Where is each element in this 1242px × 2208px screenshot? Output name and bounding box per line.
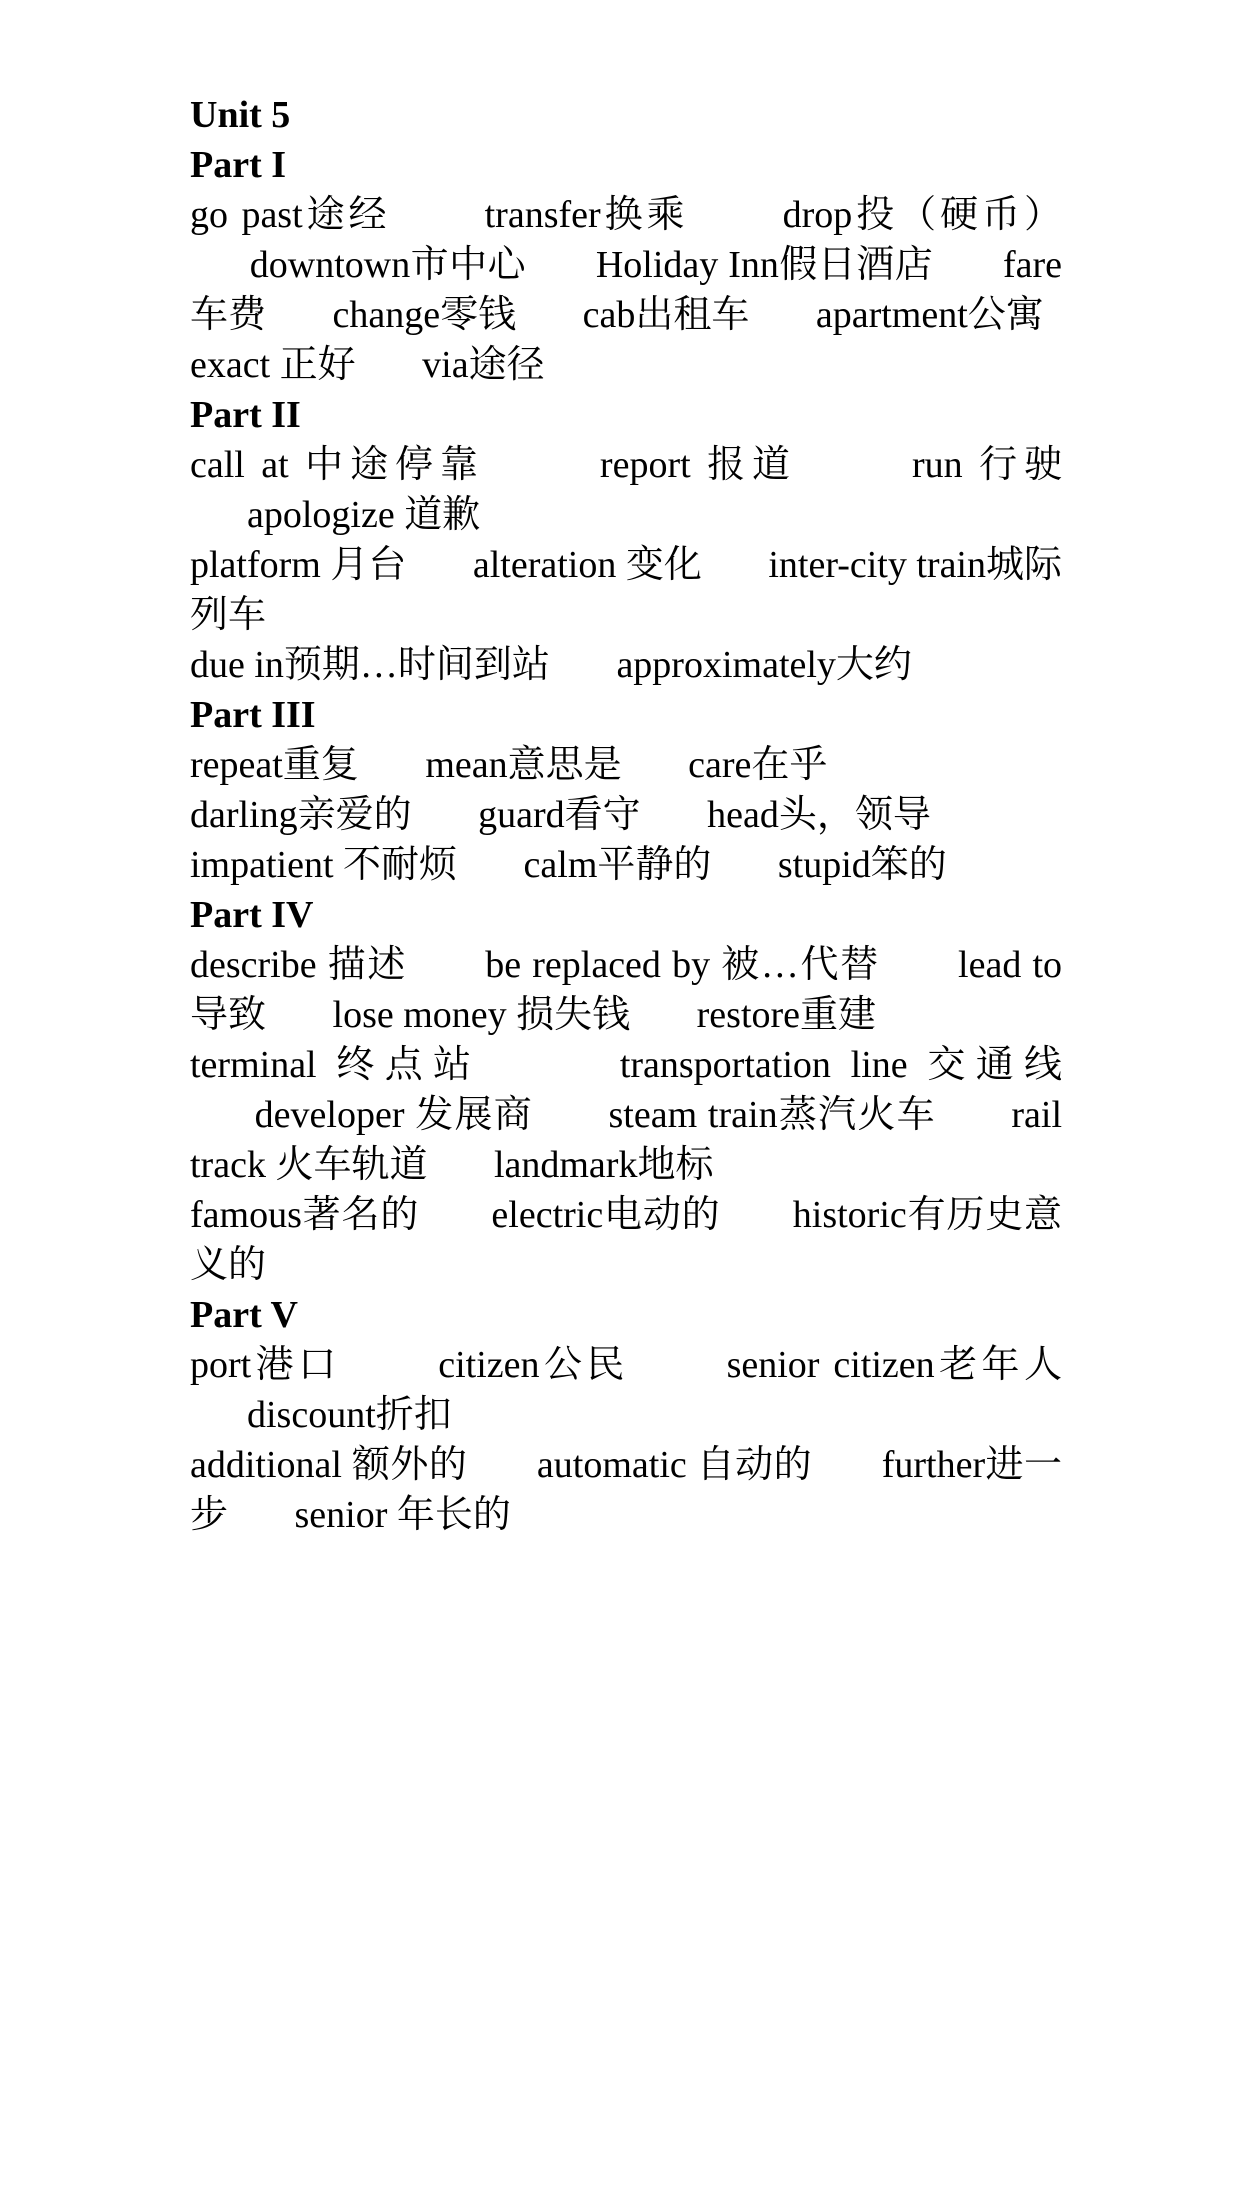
vocab-entry: downtown市中心 xyxy=(249,244,527,286)
vocab-entry: transfer换乘 xyxy=(484,194,689,236)
vocab-paragraph xyxy=(190,640,1062,690)
vocab-paragraph xyxy=(190,1040,1062,1190)
vocab-entry: developer 发展商 xyxy=(254,1094,534,1136)
part-heading: Part III xyxy=(190,694,316,736)
vocab-paragraph xyxy=(190,190,1062,340)
vocab-entry: impatient 不耐烦 xyxy=(190,844,458,886)
vocab-entry: care在乎 xyxy=(688,744,828,786)
vocab-entry: steam train蒸汽火车 xyxy=(608,1094,936,1136)
vocab-paragraph xyxy=(190,1190,1062,1290)
vocab-paragraph xyxy=(190,790,1062,840)
document-page xyxy=(190,90,1062,1540)
vocab-paragraph xyxy=(190,540,1062,640)
vocab-entry: cab出租车 xyxy=(582,294,750,336)
vocab-entry: be replaced by 被…代替 xyxy=(485,944,880,986)
vocab-paragraph xyxy=(190,1340,1062,1440)
vocab-paragraph xyxy=(190,440,1062,540)
vocab-entry: calm平静的 xyxy=(523,844,712,886)
vocab-paragraph xyxy=(190,940,1062,1040)
vocab-entry: citizen公民 xyxy=(438,1344,629,1386)
vocab-entry: call at 中途停靠 xyxy=(190,444,485,486)
part-2 xyxy=(190,390,1062,690)
vocab-entry: drop投（硬币） xyxy=(782,194,1063,236)
vocab-entry: platform 月台 xyxy=(190,544,407,586)
vocab-entry: fare车费 xyxy=(190,244,1063,336)
part-4 xyxy=(190,890,1062,1290)
vocab-entry: landmark地标 xyxy=(493,1144,714,1186)
part-heading: Part V xyxy=(190,1294,298,1336)
vocab-entry: Holiday Inn假日酒店 xyxy=(595,244,934,286)
vocab-entry: further进一步 xyxy=(190,1444,1063,1536)
vocab-entry: apartment公寓 xyxy=(815,294,1044,336)
vocab-entry: mean意思是 xyxy=(425,744,622,786)
vocab-entry: transportation line 交通线 xyxy=(619,1044,1063,1086)
vocab-entry: electric电动的 xyxy=(491,1194,721,1236)
vocab-entry: alteration 变化 xyxy=(472,544,702,586)
vocab-entry: rail track 火车轨道 xyxy=(190,1094,1063,1186)
vocab-entry: historic有历史意义的 xyxy=(190,1194,1063,1286)
vocab-entry: discount折扣 xyxy=(247,1394,452,1436)
vocab-entry: approximately大约 xyxy=(616,644,912,686)
vocab-entry: port港口 xyxy=(190,1344,341,1386)
unit-title: Unit 5 xyxy=(190,94,291,136)
vocab-entry: lose money 损失钱 xyxy=(332,994,631,1036)
vocab-entry: stupid笨的 xyxy=(777,844,947,886)
part-heading: Part II xyxy=(190,394,301,436)
vocab-paragraph xyxy=(190,840,1062,890)
vocab-entry: inter-city train城际列车 xyxy=(190,544,1062,636)
vocab-paragraph xyxy=(190,1440,1062,1540)
vocab-entry: guard看守 xyxy=(478,794,641,836)
vocab-entry: darling亲爱的 xyxy=(190,794,412,836)
part-heading: Part I xyxy=(190,144,287,186)
part-3 xyxy=(190,690,1062,890)
vocab-paragraph xyxy=(190,340,1062,390)
vocab-entry: apologize 道歉 xyxy=(247,494,481,536)
vocab-entry: change零钱 xyxy=(332,294,517,336)
vocab-entry: senior citizen老年人 xyxy=(726,1344,1063,1386)
part-heading: Part IV xyxy=(190,894,314,936)
vocab-entry: run 行驶 xyxy=(912,444,1063,486)
vocab-entry: terminal 终点站 xyxy=(190,1044,482,1086)
vocab-entry: via途径 xyxy=(422,344,545,386)
vocab-entry: automatic 自动的 xyxy=(536,1444,813,1486)
vocab-entry: head头，领导 xyxy=(707,794,931,836)
part-5 xyxy=(190,1290,1062,1540)
vocab-entry: famous著名的 xyxy=(190,1194,420,1236)
part-1 xyxy=(190,140,1062,390)
vocab-entry: repeat重复 xyxy=(190,744,359,786)
vocab-entry: additional 额外的 xyxy=(190,1444,468,1486)
vocab-paragraph xyxy=(190,740,1062,790)
vocab-entry: exact 正好 xyxy=(190,344,356,386)
vocab-entry: senior 年长的 xyxy=(294,1494,511,1536)
vocab-entry: lead to 导致 xyxy=(190,944,1063,1036)
vocab-entry: report 报道 xyxy=(599,444,797,486)
vocab-entry: due in预期…时间到站 xyxy=(190,644,550,686)
vocab-entry: describe 描述 xyxy=(190,944,408,986)
vocab-entry: go past途经 xyxy=(190,194,391,236)
vocab-entry: restore重建 xyxy=(696,994,877,1036)
